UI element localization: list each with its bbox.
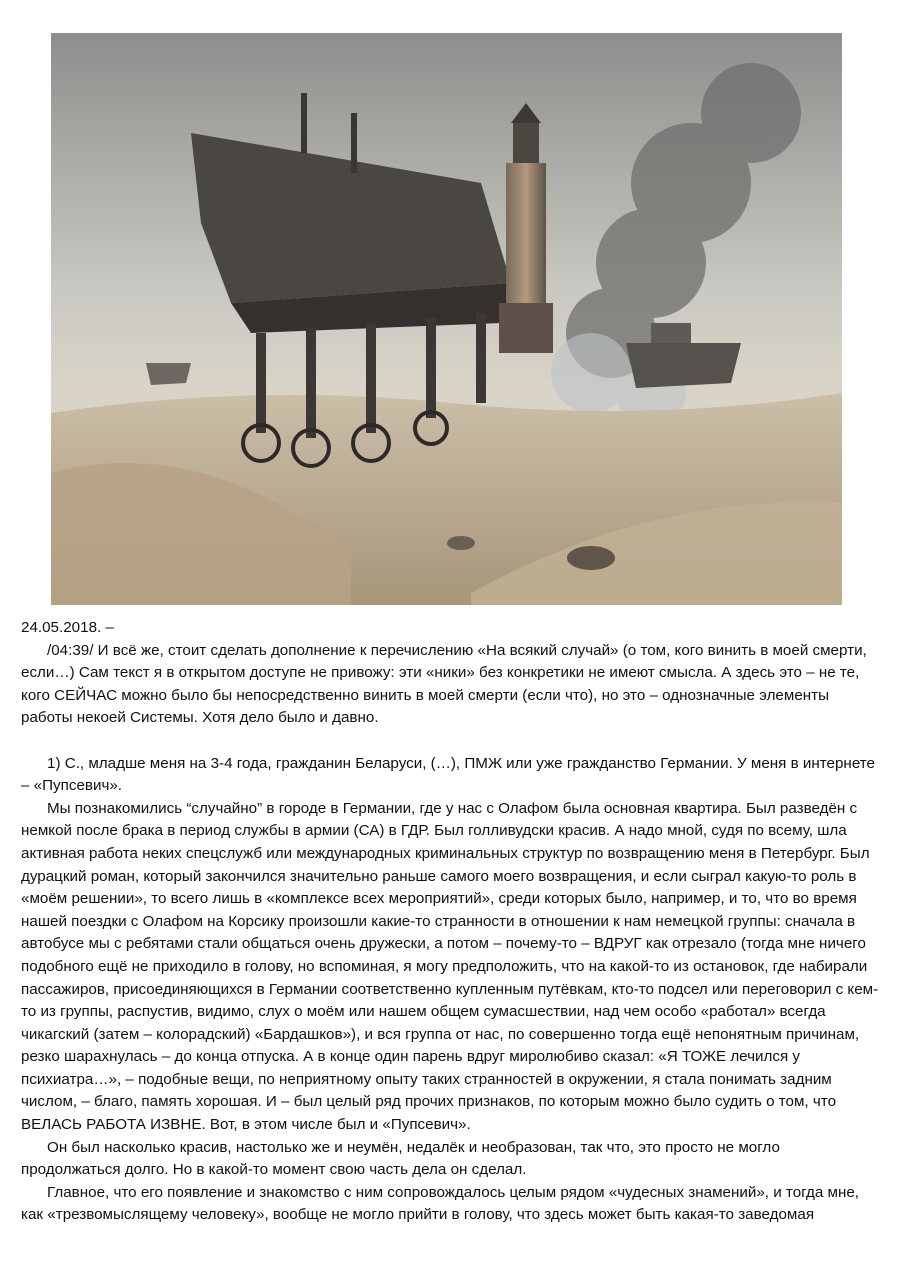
paragraph: Мы познакомились “случайно” в городе в Германии, где у нас с Олафом была основная квартира. Был разведён с немкой после брака в период службы в армии (СА) в ГДР. Был голливудски красив. А надо мной, судя по всему, шла активная работа неких спецслужб или международных криминальных структур по возвращению меня в Петербург. Был дурацкий роман, который закончился значительно раньше самого моего возвращения, и если сыграл какую-то роль в «моём решении», то всего лишь в «комплексе всех мероприятий», среди которых было, например, и то, что во время нашей поездки с Олафом на Корсику произошли какие-то странности в отношении к нам немецкой группы: сначала в автобусе мы с ребятами стали общаться очень дружески, а потом – почему-то – ВДРУГ как отрезало (тогда мне ничего подобного ещё не приходило в голову, но вспоминая, я могу предположить, что на какой-то из остановок, где набирали пассажиров, присоединяющихся в Германии соответственно купленным путёвкам, кто-то подсел или переговорил с кем-то из группы, распустив, видимо, слух о моём или нашем общем сумасшествии, над чем особо «работал» всегда чикагский (затем – колорадский) «Бардашков»), и вся группа от нас, по совершенно тогда ещё непонятным причинам, резко шарахнулась – до конца отпуска. А в конце один парень вдруг миролюбиво сказал: «Я ТОЖЕ лечился у психиатра…», – подобные вещи, по неприятному опыту таких странностей в окружении, я стала понимать задним числом, – благо, память хорошая. И – был целый ряд прочих признаков, по которым можно было судить о том, что ВЕЛАСЬ РАБОТА ИЗВНЕ. Вот, в этом числе был и «Пупсевич».	[21, 799, 879, 1134]
paragraph: Главное, что его появление и знакомство с ним сопровождалось целым рядом «чудесных знамений», и тогда мне, как «трезвомыслящему человеку», вообще не могло прийти в голову, что здесь может быть какая-то заведомая	[21, 1183, 860, 1224]
paragraph: Он был насколько красив, настолько же и неумён, недалёк и необразован, так что, это просто не могло продолжаться долго. Но в какой-то момент свою часть дела он сделал.	[21, 1138, 780, 1179]
paragraph: /04:39/ И всё же, стоит сделать дополнение к перечислению «На всякий случай» (о том, кого винить в моей смерти, если…) Сам текст я в открытом доступе не привожу: эти «ники» без конкретики не имеют смысла. А здесь это – не те, кого СЕЙЧАС можно было бы непосредственно винить в моей смерти (если что), но это – однозначные элементы работы некоей Системы. Хотя дело было и давно.	[21, 641, 867, 727]
document-body	[21, 617, 883, 1227]
desert-ship-illustration	[51, 33, 842, 605]
paragraph: 1) С., младше меня на 3-4 года, гражданин Беларуси, (…), ПМЖ или уже гражданство Германии. У меня в интернете – «Пупсевич».	[21, 754, 875, 795]
date-line: 24.05.2018. –	[21, 619, 114, 636]
